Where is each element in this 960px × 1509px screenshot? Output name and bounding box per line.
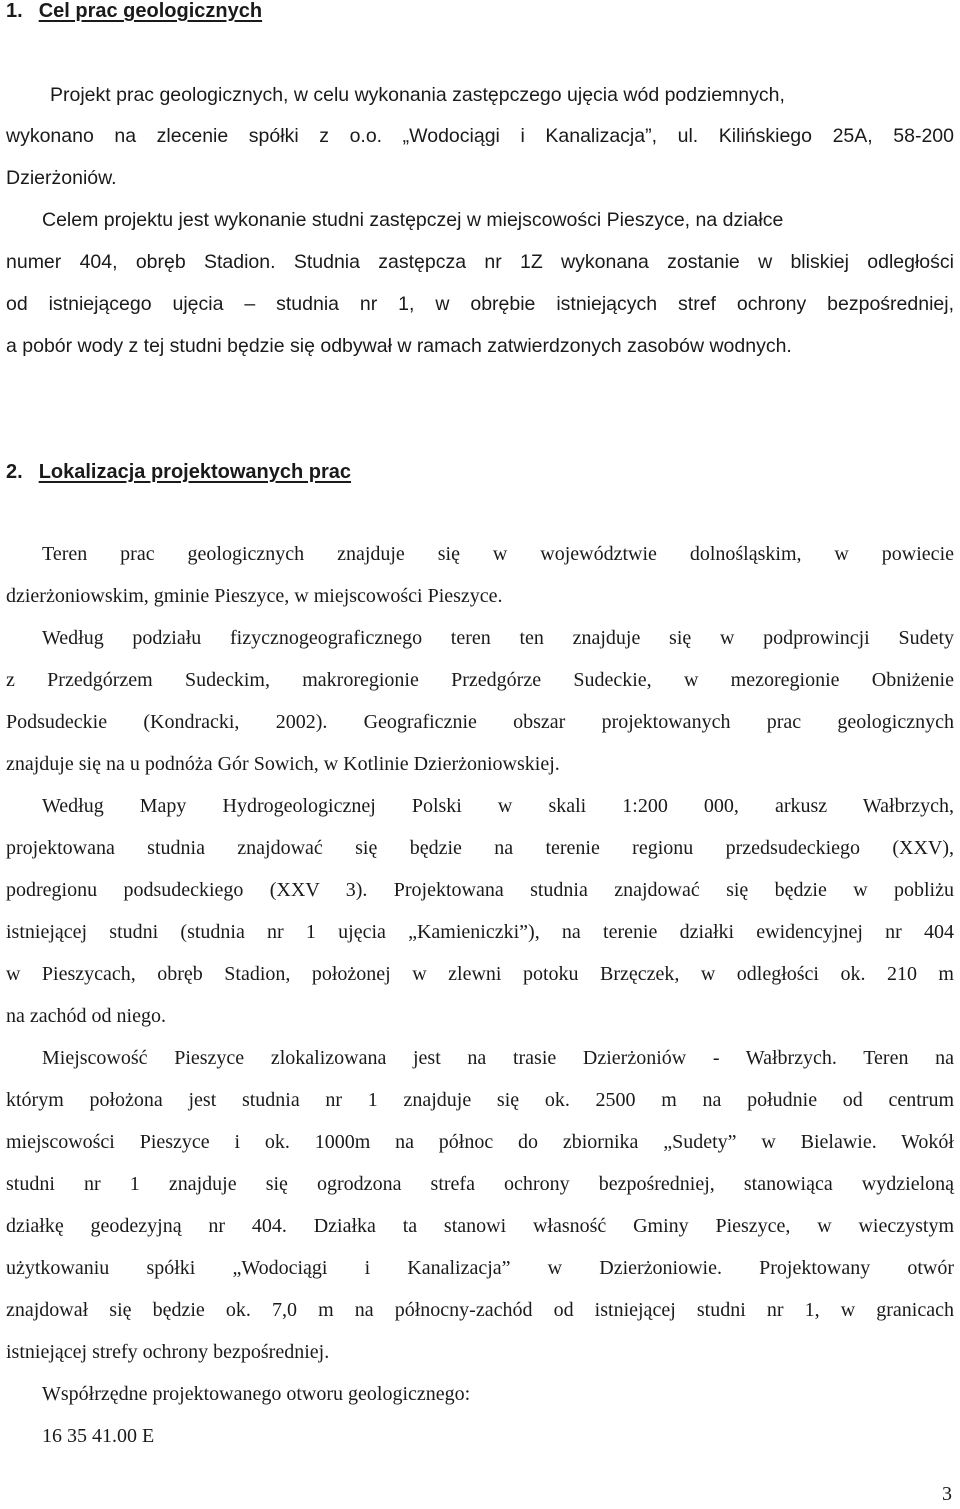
page-number: 3 [942, 1483, 952, 1505]
s2-line-19: istniejącej strefy ochrony bezpośredniej. [6, 1341, 330, 1363]
s2-line-12: Miejscowość Pieszyce zlokalizowana jest na trasie Dzierżoniów - Wałbrzych. Teren na [42, 1047, 954, 1069]
s2-line-21: 16 35 41.00 E [42, 1425, 155, 1447]
s1-line-6: a pobór wody z tej studni będzie się odbywał w ramach zatwierdzonych zasobów wodnych. [6, 335, 792, 357]
section-2-title: Lokalizacja projektowanych prac [38, 461, 352, 483]
s2-line-4: Podsudeckie (Kondracki, 2002). Geograficznie obszar projektowanych prac geologicznych [6, 711, 954, 733]
section-2-heading [6, 458, 954, 486]
s2-line-10: w Pieszycach, obręb Stadion, położonej w zlewni potoku Brzęczek, w odległości ok. 210 m [6, 963, 954, 985]
s2-line-6: Według Mapy Hydrogeologicznej Polski w skali 1:200 000, arkusz Wałbrzych, [42, 795, 954, 817]
s2-line-16: działkę geodezyjną nr 404. Działka ta stanowi własność Gminy Pieszyce, w wieczystym [6, 1215, 954, 1237]
s1-line-4: numer 404, obręb Stadion. Studnia zastępcza nr 1Z wykonana zostanie w bliskiej odległości [6, 251, 954, 273]
s2-line-2: Według podziału fizycznogeograficznego teren ten znajduje się w podprowincji Sudety [42, 627, 954, 649]
s2-line-7: projektowana studnia znajdować się będzie na terenie regionu przedsudeckiego (XXV), [6, 837, 954, 859]
s2-line-8: podregionu podsudeckiego (XXV 3). Projektowana studnia znajdować się będzie w pobliżu [6, 879, 954, 901]
s2-line-18: znajdował się będzie ok. 7,0 m na północny-zachód od istniejącej studni nr 1, w granicach [6, 1299, 954, 1321]
s2-line-20: Współrzędne projektowanego otworu geologicznego: [42, 1383, 471, 1405]
section-1-title: Cel prac geologicznych [38, 0, 263, 22]
s1-line-1: wykonano na zlecenie spółki z o.o. „Wodociągi i Kanalizacja”, ul. Kilińskiego 25A, 58-200 [6, 125, 954, 147]
s2-line-13: którym położona jest studnia nr 1 znajduje się ok. 2500 m na południe od centrum [6, 1089, 954, 1111]
s2-line-1: dzierżoniowskim, gminie Pieszyce, w miejscowości Pieszyce. [6, 585, 503, 607]
s2-line-11: na zachód od niego. [6, 1005, 166, 1027]
s1-line-0: Projekt prac geologicznych, w celu wykonania zastępczego ujęcia wód podziemnych, [50, 84, 785, 106]
s1-line-2: Dzierżoniów. [6, 167, 117, 189]
section-1-number: 1. [6, 0, 23, 22]
section-2-number: 2. [6, 461, 23, 483]
s2-line-5: znajduje się na u podnóża Gór Sowich, w Kotlinie Dzierżoniowskiej. [6, 753, 560, 775]
s2-line-9: istniejącej studni (studnia nr 1 ujęcia „Kamieniczki”), na terenie działki ewidencyjnej nr 404 [6, 921, 954, 943]
s2-line-3: z Przedgórzem Sudeckim, makroregionie Przedgórze Sudeckie, w mezoregionie Obniżenie [6, 669, 954, 691]
section-1-heading [6, 0, 954, 25]
s2-line-14: miejscowości Pieszyce i ok. 1000m na północ do zbiornika „Sudety” w Bielawie. Wokół [6, 1131, 954, 1153]
s2-line-17: użytkowaniu spółki „Wodociągi i Kanalizacja” w Dzierżoniowie. Projektowany otwór [6, 1257, 954, 1279]
s1-line-5: od istniejącego ujęcia – studnia nr 1, w obrębie istniejących stref ochrony bezpośredniej, [6, 293, 954, 315]
s1-line-3: Celem projektu jest wykonanie studni zastępczej w miejscowości Pieszyce, na działce [42, 209, 784, 231]
s2-line-0: Teren prac geologicznych znajduje się w województwie dolnośląskim, w powiecie [42, 543, 954, 565]
s2-line-15: studni nr 1 znajduje się ogrodzona strefa ochrony bezpośredniej, stanowiąca wydzieloną [6, 1173, 954, 1195]
